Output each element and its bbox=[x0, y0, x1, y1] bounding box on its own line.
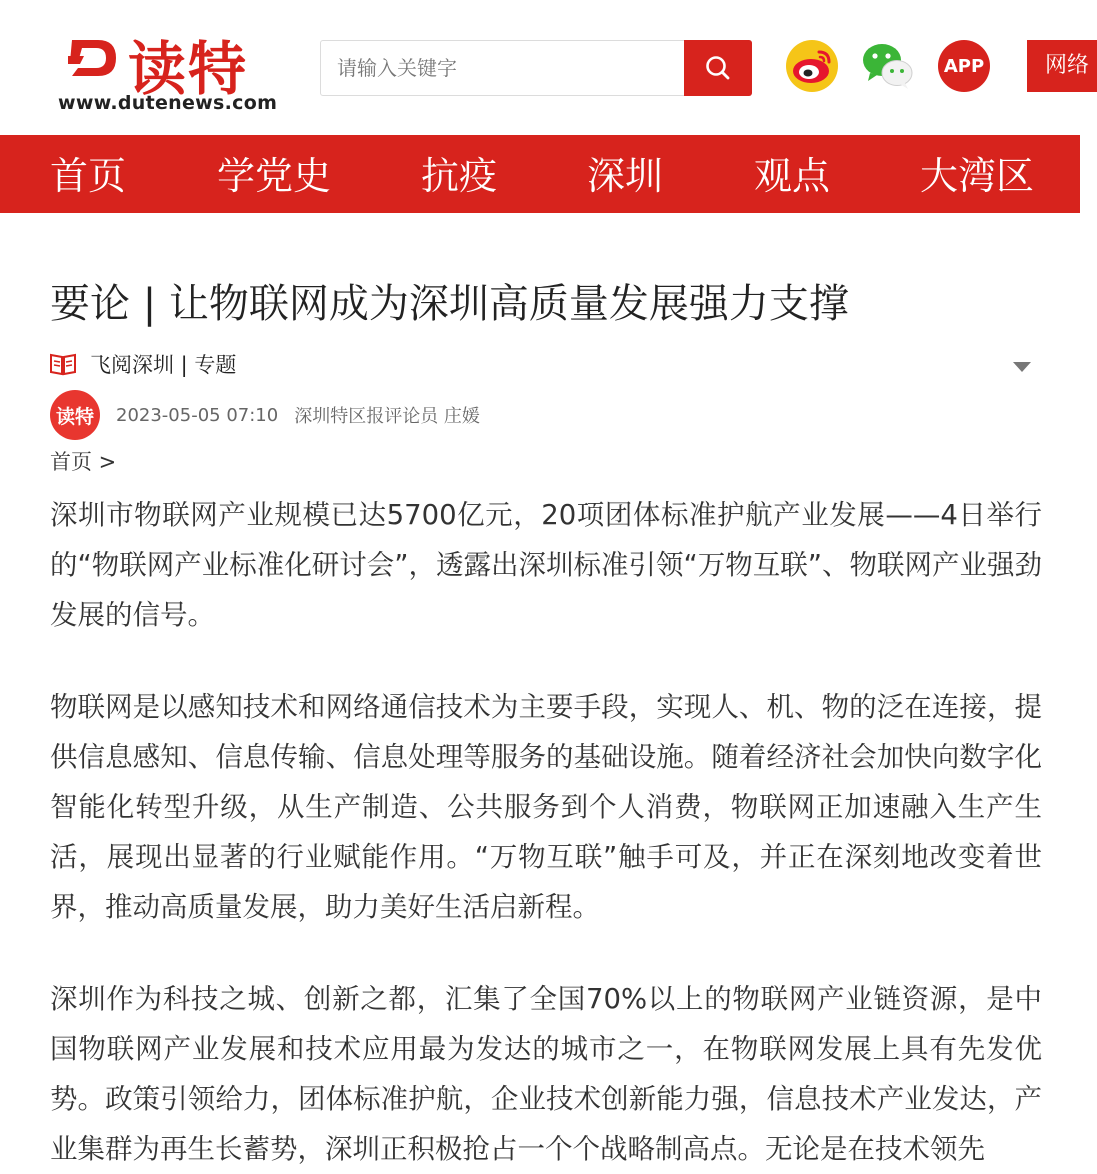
article-channel[interactable] bbox=[50, 350, 236, 378]
app-button[interactable] bbox=[938, 40, 990, 92]
chevron-down-icon[interactable] bbox=[1012, 360, 1032, 374]
article-paragraph: 深圳市物联网产业规模已达5700亿元，20项团体标准护航产业发展——4日举行的“物联网产业标准化研讨会”，透露出深圳标准引领“万物互联”、物联网产业强劲发展的信号。 bbox=[50, 499, 1042, 631]
network-tab-label: 网络 bbox=[1045, 53, 1090, 78]
article-paragraph: 物联网是以感知技术和网络通信技术为主要手段，实现人、机、物的泛在连接，提供信息感知、信息传输、信息处理等服务的基础设施。随着经济社会加快向数字化智能化转型升级，从生产制造、公共服务到个人消费，物联网正加速融入生产生活，展现出显著的行业赋能作用。“万物互联”触手可及，并正在深刻地改变着世界，推动高质量发展，助力美好生活启新程。 bbox=[50, 691, 1042, 923]
search-input[interactable] bbox=[321, 41, 685, 95]
nav-item-epidemic[interactable]: 抗疫 bbox=[421, 154, 498, 198]
logo-name: 读特 bbox=[128, 35, 249, 103]
search-icon bbox=[704, 54, 732, 82]
breadcrumb[interactable]: 首页 > bbox=[50, 450, 117, 474]
app-label: APP bbox=[943, 55, 985, 77]
main-nav bbox=[0, 135, 1080, 213]
nav-item-shenzhen[interactable]: 深圳 bbox=[587, 154, 664, 198]
channel-label: 飞阅深圳 | 专题 bbox=[90, 353, 237, 377]
search-button[interactable] bbox=[684, 40, 752, 96]
article-meta bbox=[50, 390, 480, 440]
publish-date: 2023-05-05 07:10 bbox=[116, 404, 279, 426]
network-tab[interactable] bbox=[1027, 40, 1097, 92]
site-logo[interactable] bbox=[58, 26, 278, 118]
wechat-icon bbox=[860, 40, 916, 92]
nav-item-opinion[interactable]: 观点 bbox=[754, 154, 831, 198]
search-box bbox=[320, 40, 752, 96]
avatar-text: 读特 bbox=[55, 405, 94, 428]
article-title: 要论 | 让物联网成为深圳高质量发展强力支撑 bbox=[50, 281, 849, 327]
nav-item-party-history[interactable]: 学党史 bbox=[217, 154, 332, 198]
weibo-icon bbox=[789, 46, 835, 86]
book-icon bbox=[50, 352, 76, 376]
logo-url: www.dutenews.com bbox=[58, 92, 278, 114]
author: 深圳特区报评论员 庄媛 bbox=[294, 406, 480, 427]
article-paragraph: 深圳作为科技之城、创新之都，汇集了全国70%以上的物联网产业链资源，是中国物联网产业发展和技术应用最为发达的城市之一，在物联网发展上具有先发优势。政策引领给力，团体标准护航，企业技术创新能力强，信息技术产业发达，产业集群为再生长蓄势，深圳正积极抢占一个个战略制高点。无论是在技术领先 bbox=[50, 983, 1042, 1165]
logo-d-icon bbox=[68, 32, 120, 82]
weibo-button[interactable] bbox=[786, 40, 838, 92]
nav-item-greater-bay[interactable]: 大湾区 bbox=[920, 154, 1035, 198]
wechat-button[interactable] bbox=[862, 40, 914, 92]
site-header bbox=[0, 0, 1090, 135]
nav-item-home[interactable]: 首页 bbox=[50, 154, 127, 198]
avatar[interactable] bbox=[50, 390, 100, 440]
